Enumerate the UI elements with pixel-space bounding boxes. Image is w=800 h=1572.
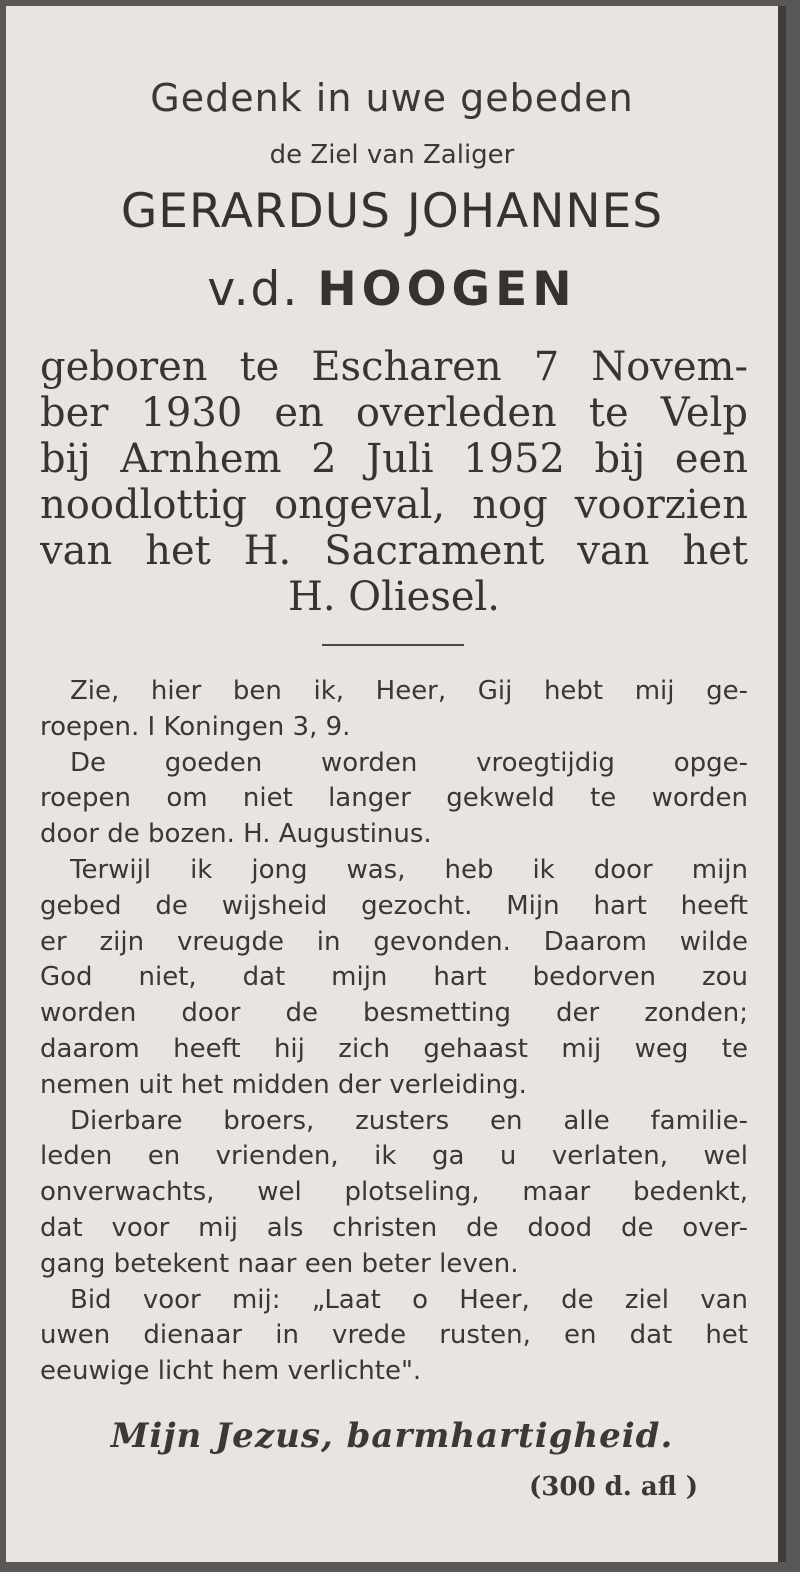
deceased-surname-line	[6, 262, 778, 317]
bio-line: van het H. Sacrament van het	[40, 528, 748, 574]
body-line: daarom heeft hij zich gehaast mij weg te	[40, 1033, 748, 1064]
surname: HOOGEN	[317, 262, 577, 317]
body-line: leden en vrienden, ik ga u verlaten, wel	[40, 1141, 748, 1172]
closing-prayer: Mijn Jezus, barmhartigheid.	[110, 1416, 674, 1456]
bio-line: geboren te Escharen 7 Novem-	[40, 344, 748, 390]
card-subheading: de Ziel van Zaliger	[269, 140, 515, 170]
body-line: er zijn vreugde in gevonden. Daarom wilde	[40, 926, 748, 957]
body-line: door de bozen. H. Augustinus.	[40, 819, 432, 850]
body-line: onverwachts, wel plotseling, maar bedenkt,	[40, 1177, 748, 1208]
body-line: worden door de besmetting der zonden;	[40, 998, 748, 1029]
body-line: roepen. I Koningen 3, 9.	[40, 711, 351, 742]
body-line: God niet, dat mijn hart bedorven zou	[40, 962, 748, 993]
card-heading: Gedenk in uwe gebeden	[150, 76, 634, 120]
body-line: dat voor mij als christen de dood de over-	[40, 1212, 748, 1243]
body-line: roepen om niet langer gekweld te worden	[40, 783, 748, 814]
bio-line: bij Arnhem 2 Juli 1952 bij een	[40, 436, 748, 482]
devotional-text	[40, 674, 748, 1390]
divider-rule	[322, 644, 464, 646]
body-line: Zie, hier ben ik, Heer, Gij hebt mij ge-	[70, 676, 748, 706]
body-line: Dierbare broers, zusters en alle familie-	[70, 1105, 748, 1136]
body-line: gebed de wijsheid gezocht. Mijn hart heeft	[40, 890, 748, 921]
bio-line: ber 1930 en overleden te Velp	[40, 390, 748, 436]
bio-line: H. Oliesel.	[287, 574, 501, 620]
deceased-given-names: GERARDUS JOHANNES	[120, 184, 664, 239]
indulgence-note: (300 d. afl )	[528, 1472, 698, 1502]
surname-prefix: v.d.	[207, 262, 300, 317]
memorial-card	[6, 6, 786, 1562]
bio-line: noodlottig ongeval, nog voorzien	[40, 482, 748, 528]
body-line: nemen uit het midden der verleiding.	[40, 1069, 527, 1100]
body-line: Terwijl ik jong was, heb ik door mijn	[70, 854, 748, 885]
body-line: gang betekent naar een beter leven.	[40, 1248, 519, 1279]
body-line: Bid voor mij: „Laat o Heer, de ziel van	[70, 1284, 748, 1315]
body-line: eeuwige licht hem verlichte".	[40, 1356, 422, 1387]
body-line: De goeden worden vroegtijdig opge-	[70, 747, 748, 778]
body-line: uwen dienaar in vrede rusten, en dat het	[40, 1320, 748, 1351]
biography	[40, 344, 748, 620]
